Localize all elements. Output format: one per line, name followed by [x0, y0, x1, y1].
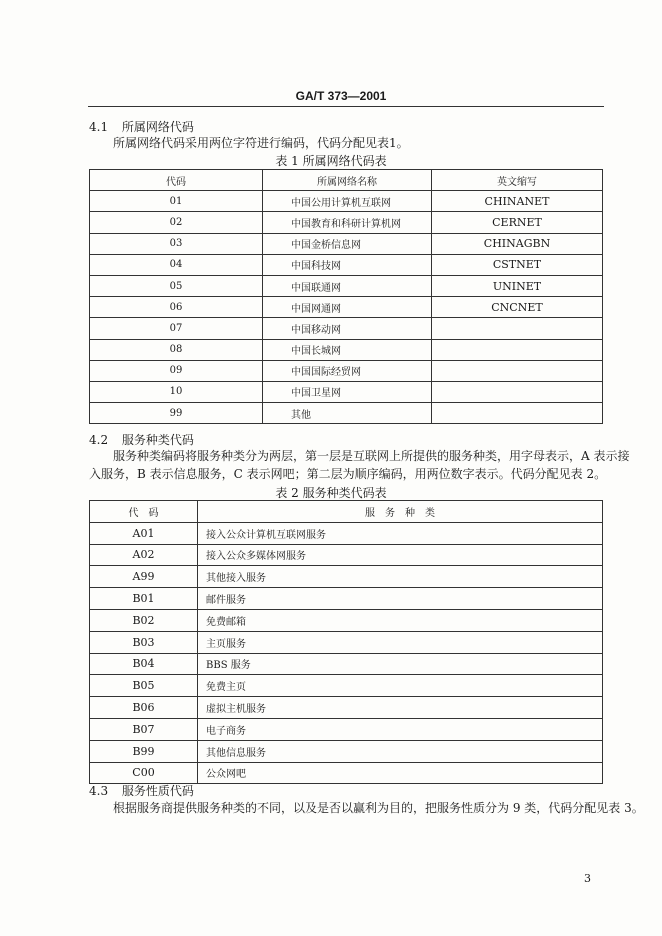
code-cell: B99 — [90, 740, 198, 762]
code-cell: C00 — [90, 762, 198, 784]
section-4-2-text-line2: 入服务，B 表示信息服务，C 表示网吧；第二层为顺序编码，用两位数字表示。代码分配见表 2。 — [89, 467, 607, 481]
code-cell: 05 — [90, 275, 263, 296]
table-row — [90, 275, 603, 296]
table-row — [90, 544, 603, 566]
network-name-cell: 中国公用计算机互联网 — [263, 191, 432, 212]
header-divider — [88, 106, 604, 107]
table-row — [90, 697, 603, 719]
section-number: 4.3 — [89, 784, 109, 798]
abbreviation-cell: CNCNET — [432, 297, 603, 318]
network-name-cell: 其他 — [263, 403, 432, 424]
code-cell: 03 — [90, 233, 263, 254]
table-header-row — [90, 501, 603, 523]
table1-caption: 表 1 所属网络代码表 — [275, 154, 387, 168]
code-cell: A99 — [90, 566, 198, 588]
network-name-cell: 中国国际经贸网 — [263, 360, 432, 381]
code-cell: 10 — [90, 381, 263, 402]
code-cell: B03 — [90, 631, 198, 653]
abbreviation-cell: CSTNET — [432, 254, 603, 275]
service-type-cell: 公众网吧 — [198, 762, 603, 784]
network-name-cell: 中国网通网 — [263, 297, 432, 318]
code-cell: B05 — [90, 675, 198, 697]
table-row — [90, 740, 603, 762]
column-header: 代码 — [90, 170, 263, 191]
service-type-cell: 接入公众多媒体网服务 — [198, 544, 603, 566]
code-cell: A01 — [90, 522, 198, 544]
service-type-cell: 免费邮箱 — [198, 609, 603, 631]
table-row — [90, 254, 603, 275]
service-type-cell: BBS 服务 — [198, 653, 603, 675]
table-row — [90, 381, 603, 402]
code-cell: A02 — [90, 544, 198, 566]
table-row — [90, 609, 603, 631]
section-4-2-heading — [89, 431, 194, 448]
network-name-cell: 中国移动网 — [263, 318, 432, 339]
code-cell: 09 — [90, 360, 263, 381]
table-row — [90, 318, 603, 339]
network-name-cell: 中国长城网 — [263, 339, 432, 360]
network-code-table — [89, 169, 603, 424]
service-type-cell: 免费主页 — [198, 675, 603, 697]
section-4-3-heading — [89, 782, 194, 799]
abbreviation-cell — [432, 360, 603, 381]
abbreviation-cell — [432, 318, 603, 339]
network-name-cell: 中国金桥信息网 — [263, 233, 432, 254]
section-4-1-text: 所属网络代码采用两位字符进行编码，代码分配见表1。 — [113, 136, 409, 150]
abbreviation-cell: CHINAGBN — [432, 233, 603, 254]
abbreviation-cell — [432, 403, 603, 424]
service-type-cell: 虚拟主机服务 — [198, 697, 603, 719]
standard-id-header: GA/T 373—2001 — [295, 89, 387, 103]
network-name-cell: 中国教育和科研计算机网 — [263, 212, 432, 233]
abbreviation-cell — [432, 381, 603, 402]
code-cell: B06 — [90, 697, 198, 719]
code-cell: B02 — [90, 609, 198, 631]
table-row — [90, 212, 603, 233]
table-row — [90, 718, 603, 740]
abbreviation-cell — [432, 339, 603, 360]
table-row — [90, 631, 603, 653]
column-header: 代 码 — [90, 501, 198, 523]
code-cell: 07 — [90, 318, 263, 339]
table-row — [90, 762, 603, 784]
network-name-cell: 中国联通网 — [263, 275, 432, 296]
table-row — [90, 588, 603, 610]
table2-caption: 表 2 服务种类代码表 — [275, 486, 387, 500]
code-cell: 99 — [90, 403, 263, 424]
table-header-row — [90, 170, 603, 191]
abbreviation-cell: CHINANET — [432, 191, 603, 212]
page-number: 3 — [584, 872, 591, 885]
abbreviation-cell: UNINET — [432, 275, 603, 296]
table-row — [90, 191, 603, 212]
service-type-cell: 其他接入服务 — [198, 566, 603, 588]
code-cell: 01 — [90, 191, 263, 212]
abbreviation-cell: CERNET — [432, 212, 603, 233]
section-4-3-text: 根据服务商提供服务种类的不同，以及是否以赢利为目的，把服务性质分为 9 类，代码分配见表 3。 — [113, 801, 644, 815]
table-row — [90, 653, 603, 675]
service-type-cell: 电子商务 — [198, 718, 603, 740]
column-header: 所属网络名称 — [263, 170, 432, 191]
code-cell: B04 — [90, 653, 198, 675]
section-number: 4.2 — [89, 433, 109, 447]
code-cell: B07 — [90, 718, 198, 740]
section-4-1-heading — [89, 118, 194, 135]
service-type-cell: 接入公众计算机互联网服务 — [198, 522, 603, 544]
section-title: 服务性质代码 — [121, 784, 194, 798]
table-row — [90, 566, 603, 588]
table-row — [90, 522, 603, 544]
network-name-cell: 中国卫星网 — [263, 381, 432, 402]
section-number: 4.1 — [89, 120, 109, 134]
section-title: 所属网络代码 — [121, 120, 194, 134]
column-header: 服 务 种 类 — [198, 501, 603, 523]
code-cell: 08 — [90, 339, 263, 360]
service-type-cell: 其他信息服务 — [198, 740, 603, 762]
table-row — [90, 339, 603, 360]
service-type-cell: 邮件服务 — [198, 588, 603, 610]
code-cell: 02 — [90, 212, 263, 233]
code-cell: B01 — [90, 588, 198, 610]
table-row — [90, 360, 603, 381]
table-row — [90, 675, 603, 697]
table-row — [90, 297, 603, 318]
section-4-2-text-line1: 服务种类编码将服务种类分为两层，第一层是互联网上所提供的服务种类，用字母表示，A 表示接 — [113, 449, 630, 463]
section-title: 服务种类代码 — [121, 433, 194, 447]
table-row — [90, 233, 603, 254]
service-type-cell: 主页服务 — [198, 631, 603, 653]
service-type-table — [89, 500, 603, 784]
code-cell: 06 — [90, 297, 263, 318]
table-row — [90, 403, 603, 424]
column-header: 英文缩写 — [432, 170, 603, 191]
code-cell: 04 — [90, 254, 263, 275]
network-name-cell: 中国科技网 — [263, 254, 432, 275]
